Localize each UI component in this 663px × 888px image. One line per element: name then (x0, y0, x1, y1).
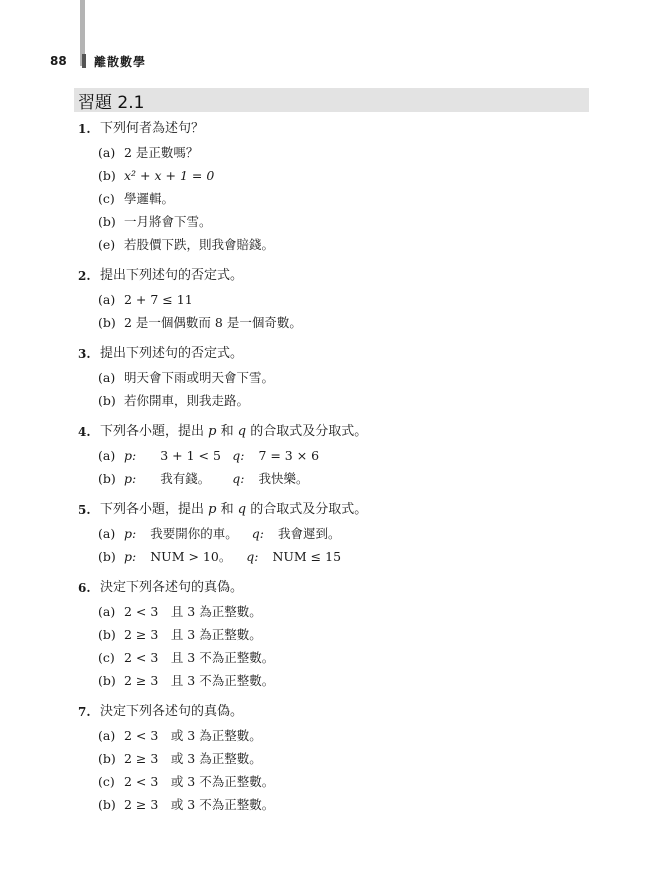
sub-label: (b) (98, 549, 116, 564)
sub-item (78, 600, 588, 623)
question-text: 決定下列各述句的真偽。 (100, 580, 244, 595)
sub-label: (b) (98, 471, 116, 486)
sub-item (78, 522, 588, 545)
sub-item (78, 724, 588, 747)
question-text: 提出下列述句的否定式。 (100, 268, 244, 283)
question-stem (78, 700, 588, 724)
q-value: 我快樂。 (258, 471, 309, 486)
p-value: 我要開你的車。 (150, 526, 238, 541)
q-label: q: (251, 526, 264, 541)
sub-label: (c) (98, 650, 115, 665)
q-value: NUM ≤ 15 (272, 549, 342, 564)
question-text-pre: 下列各小題，提出 (100, 502, 205, 517)
sub-text: 學邏輯。 (124, 191, 175, 206)
var-q: q (237, 502, 247, 517)
question-number: 6. (78, 581, 91, 595)
exercise-5 (78, 498, 588, 568)
question-stem (78, 498, 588, 522)
sub-text: 明天會下雨或明天會下雪。 (124, 370, 275, 385)
exercise-3 (78, 342, 588, 412)
exercise-1 (78, 117, 588, 256)
sub-text: 2 < 3 且 3 為正整數。 (124, 604, 262, 619)
q-label: q: (232, 471, 245, 486)
sub-text: 2 是一個偶數而 8 是一個奇數。 (124, 315, 302, 330)
sub-text: 2 是正數嗎？ (124, 145, 199, 160)
sub-label: (a) (98, 145, 116, 160)
p-label: p: (124, 526, 137, 541)
sub-label: (c) (98, 191, 115, 206)
sub-item (78, 164, 588, 187)
p-label: p: (124, 471, 137, 486)
sub-text: 2 + 7 ≤ 11 (124, 292, 193, 307)
sub-text: 2 < 3 或 3 為正整數。 (124, 728, 262, 743)
exercise-7 (78, 700, 588, 816)
sub-text: 2 < 3 且 3 不為正整數。 (124, 650, 275, 665)
sub-label: (a) (98, 604, 116, 619)
sub-item (78, 210, 588, 233)
exercise-list (78, 117, 588, 824)
question-number: 2. (78, 269, 91, 283)
p-value: 3 + 1 < 5 (160, 448, 221, 463)
sub-item (78, 747, 588, 770)
question-number: 7. (78, 705, 91, 719)
question-stem (78, 420, 588, 444)
exercise-4 (78, 420, 588, 490)
sub-text: 2 ≥ 3 且 3 不為正整數。 (124, 673, 275, 688)
sub-label: (b) (98, 627, 116, 642)
section-heading-band (74, 88, 589, 112)
sub-text: 2 ≥ 3 且 3 為正整數。 (124, 627, 262, 642)
sub-text: 若你開車，則我走路。 (124, 393, 250, 408)
sub-item (78, 793, 588, 816)
sub-label: (a) (98, 370, 116, 385)
sub-text: 2 ≥ 3 或 3 為正整數。 (124, 751, 262, 766)
conj-and: 和 (220, 424, 234, 439)
sub-label: (b) (98, 168, 116, 183)
sub-text: 若股價下跌，則我會賠錢。 (124, 237, 275, 252)
question-text-pre: 下列各小題，提出 (100, 424, 205, 439)
question-stem (78, 117, 588, 141)
q-value: 7 = 3 × 6 (258, 448, 320, 463)
sub-label: (b) (98, 673, 116, 688)
question-text-post: 的合取式及分取式。 (250, 502, 368, 517)
header-divider (82, 54, 86, 68)
sub-item (78, 141, 588, 164)
sub-item (78, 467, 588, 490)
p-label: p: (124, 448, 137, 463)
sub-item (78, 669, 588, 692)
p-label: p: (124, 549, 137, 564)
sub-item (78, 233, 588, 256)
sub-label: (a) (98, 728, 116, 743)
sub-label: (b) (98, 751, 116, 766)
question-stem (78, 576, 588, 600)
sub-label: (b) (98, 797, 116, 812)
sub-item (78, 770, 588, 793)
sub-label: (e) (98, 237, 116, 252)
sub-item (78, 366, 588, 389)
sub-item (78, 545, 588, 568)
question-number: 3. (78, 347, 91, 361)
var-q: q (237, 424, 247, 439)
question-text-post: 的合取式及分取式。 (250, 424, 368, 439)
sub-label: (b) (98, 393, 116, 408)
sub-text: 一月將會下雪。 (124, 214, 212, 229)
sub-label: (a) (98, 448, 116, 463)
question-text: 提出下列述句的否定式。 (100, 346, 244, 361)
sub-label: (b) (98, 315, 116, 330)
sub-text: 2 ≥ 3 或 3 不為正整數。 (124, 797, 275, 812)
question-text: 決定下列各述句的真偽。 (100, 704, 244, 719)
running-header (50, 52, 146, 70)
sub-item (78, 288, 588, 311)
sub-label: (b) (98, 214, 116, 229)
question-number: 4. (78, 425, 91, 439)
sub-text: x² + x + 1 = 0 (124, 168, 215, 183)
q-label: q: (246, 549, 259, 564)
question-text: 下列何者為述句？ (100, 121, 205, 136)
sub-item (78, 623, 588, 646)
p-value: NUM > 10。 (150, 549, 232, 564)
sub-item (78, 187, 588, 210)
q-label: q: (232, 448, 245, 463)
book-title: 離散數學 (94, 54, 147, 69)
sub-item (78, 646, 588, 669)
var-p: p (208, 502, 217, 517)
sub-item (78, 389, 588, 412)
sub-text: 2 < 3 或 3 不為正整數。 (124, 774, 275, 789)
sub-label: (c) (98, 774, 115, 789)
question-number: 5. (78, 503, 91, 517)
sub-label: (a) (98, 526, 116, 541)
sub-item (78, 311, 588, 334)
exercise-6 (78, 576, 588, 692)
p-value: 我有錢。 (160, 471, 211, 486)
page-number: 88 (50, 54, 67, 68)
exercise-2 (78, 264, 588, 334)
sub-item (78, 444, 588, 467)
section-title: 習題 2.1 (78, 92, 145, 113)
question-stem (78, 264, 588, 288)
sub-label: (a) (98, 292, 116, 307)
question-number: 1. (78, 122, 91, 136)
var-p: p (208, 424, 217, 439)
conj-and: 和 (220, 502, 234, 517)
q-value: 我會遲到。 (277, 526, 341, 541)
question-stem (78, 342, 588, 366)
